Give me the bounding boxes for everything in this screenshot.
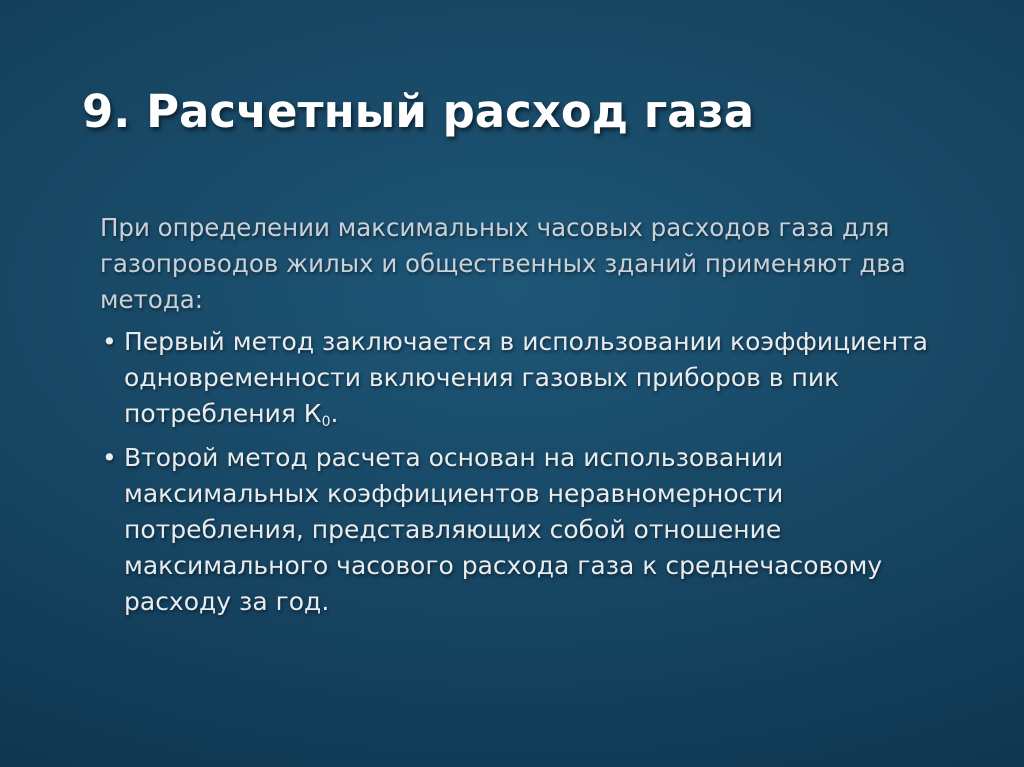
bullet-item-first-method [100, 324, 970, 432]
bullet-text: Первый метод заключается в использовании коэффициента одновременности включения газовых приборов в пик потребления К [124, 327, 928, 428]
coefficient-subscript: 0 [321, 414, 331, 430]
bullet-icon: • [102, 443, 117, 472]
bullet-item-second-method [100, 440, 970, 620]
bullet-icon: • [102, 327, 117, 356]
slide-title: 9. Расчетный расход газа [82, 85, 755, 138]
bullet-text: Второй метод расчета основан на использовании максимальных коэффициентов неравномерности потребления, представляющих собой отношение максимального часового расхода газа к среднечасовому расходу за год. [124, 443, 883, 616]
slide-body [100, 210, 970, 628]
bullet-suffix: . [330, 399, 339, 428]
bullet-list [100, 324, 970, 620]
intro-paragraph: При определении максимальных часовых расходов газа для газопроводов жилых и общественных зданий применяют два метода: [100, 213, 906, 314]
